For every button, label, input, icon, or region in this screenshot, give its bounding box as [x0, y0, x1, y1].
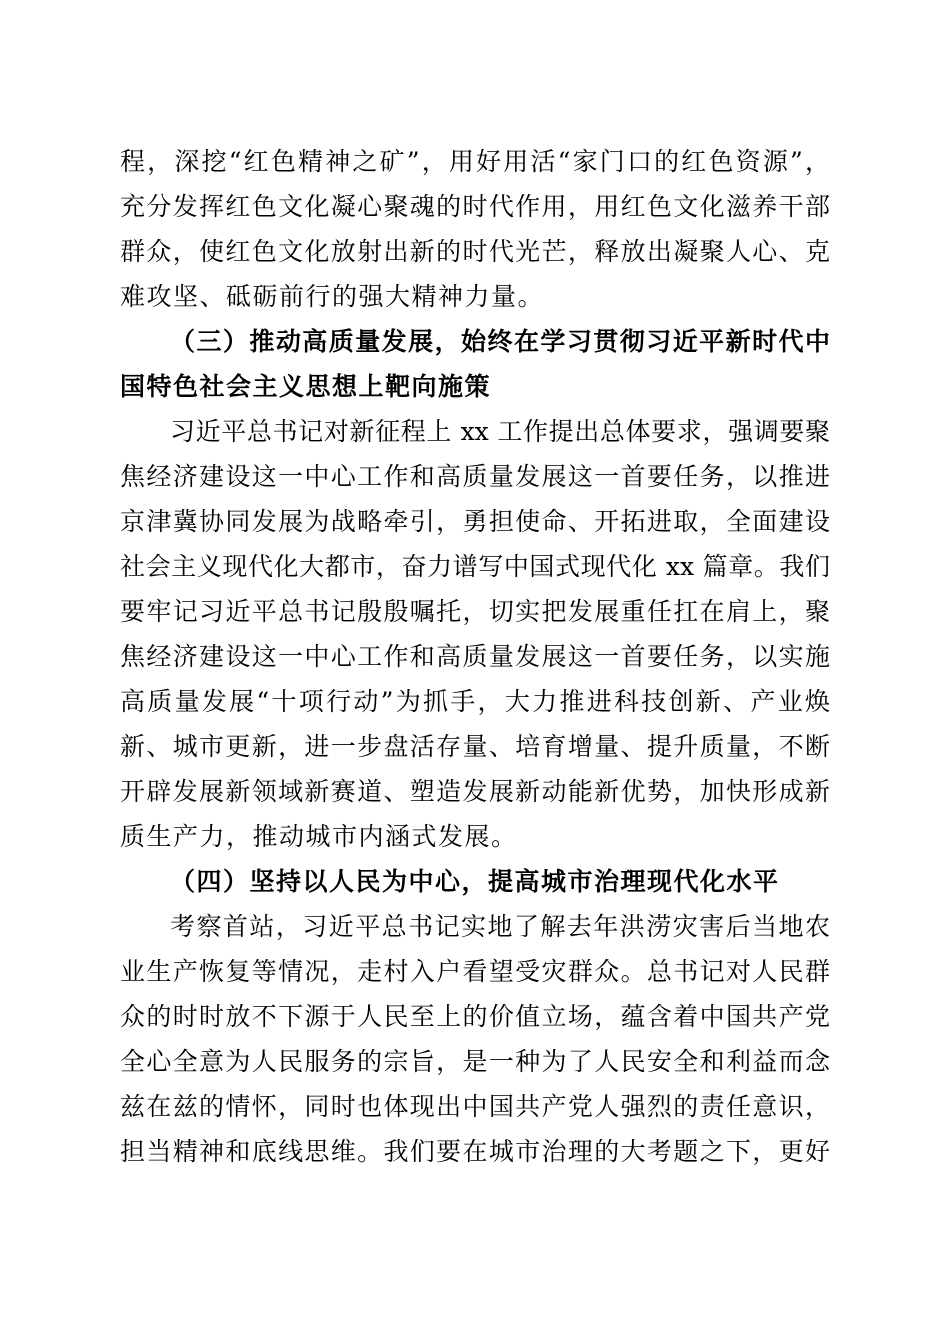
- body-line: 高质量发展“十项行动”为抓手，大力推进科技创新、产业焕: [120, 687, 830, 716]
- body-line: 开辟发展新领域新赛道、塑造发展新动能新优势，加快形成新: [120, 777, 830, 806]
- body-line: 焦经济建设这一中心工作和高质量发展这一首要任务，以推进: [120, 462, 830, 491]
- body-line: 考察首站，习近平总书记实地了解去年洪涝灾害后当地农: [170, 912, 830, 941]
- body-line: 全心全意为人民服务的宗旨，是一种为了人民安全和利益而念: [120, 1047, 830, 1076]
- body-line: 充分发挥红色文化凝心聚魂的时代作用，用红色文化滋养干部: [120, 192, 830, 221]
- body-line: 担当精神和底线思维。我们要在城市治理的大考题之下，更好: [120, 1137, 830, 1166]
- body-line: 群众，使红色文化放射出新的时代光芒，释放出凝聚人心、克: [120, 237, 830, 266]
- body-line: 众的时时放不下源于人民至上的价值立场，蕴含着中国共产党: [120, 1002, 830, 1031]
- body-line: 焦经济建设这一中心工作和高质量发展这一首要任务，以实施: [120, 642, 830, 671]
- body-line: 难攻坚、砥砺前行的强大精神力量。: [120, 282, 545, 311]
- body-line: 程，深挖“红色精神之矿”，用好用活“家门口的红色资源”，: [120, 147, 830, 176]
- body-line: 兹在兹的情怀，同时也体现出中国共产党人强烈的责任意识，: [120, 1092, 830, 1121]
- section-heading: 国特色社会主义思想上靶向施策: [120, 372, 492, 401]
- body-line: 质生产力，推动城市内涵式发展。: [120, 822, 518, 851]
- body-line: 新、城市更新，进一步盘活存量、培育增量、提升质量，不断: [120, 732, 830, 761]
- body-line: 习近平总书记对新征程上 xx 工作提出总体要求，强调要聚: [170, 417, 830, 446]
- section-heading: （四）坚持以人民为中心，提高城市治理现代化水平: [170, 867, 780, 896]
- section-heading: （三）推动高质量发展，始终在学习贯彻习近平新时代中: [170, 327, 830, 356]
- body-line: 业生产恢复等情况，走村入户看望受灾群众。总书记对人民群: [120, 957, 830, 986]
- body-line: 社会主义现代化大都市，奋力谱写中国式现代化 xx 篇章。我们: [120, 552, 830, 581]
- body-line: 京津冀协同发展为战略牵引，勇担使命、开拓进取，全面建设: [120, 507, 830, 536]
- body-line: 要牢记习近平总书记殷殷嘱托，切实把发展重任扛在肩上，聚: [120, 597, 830, 626]
